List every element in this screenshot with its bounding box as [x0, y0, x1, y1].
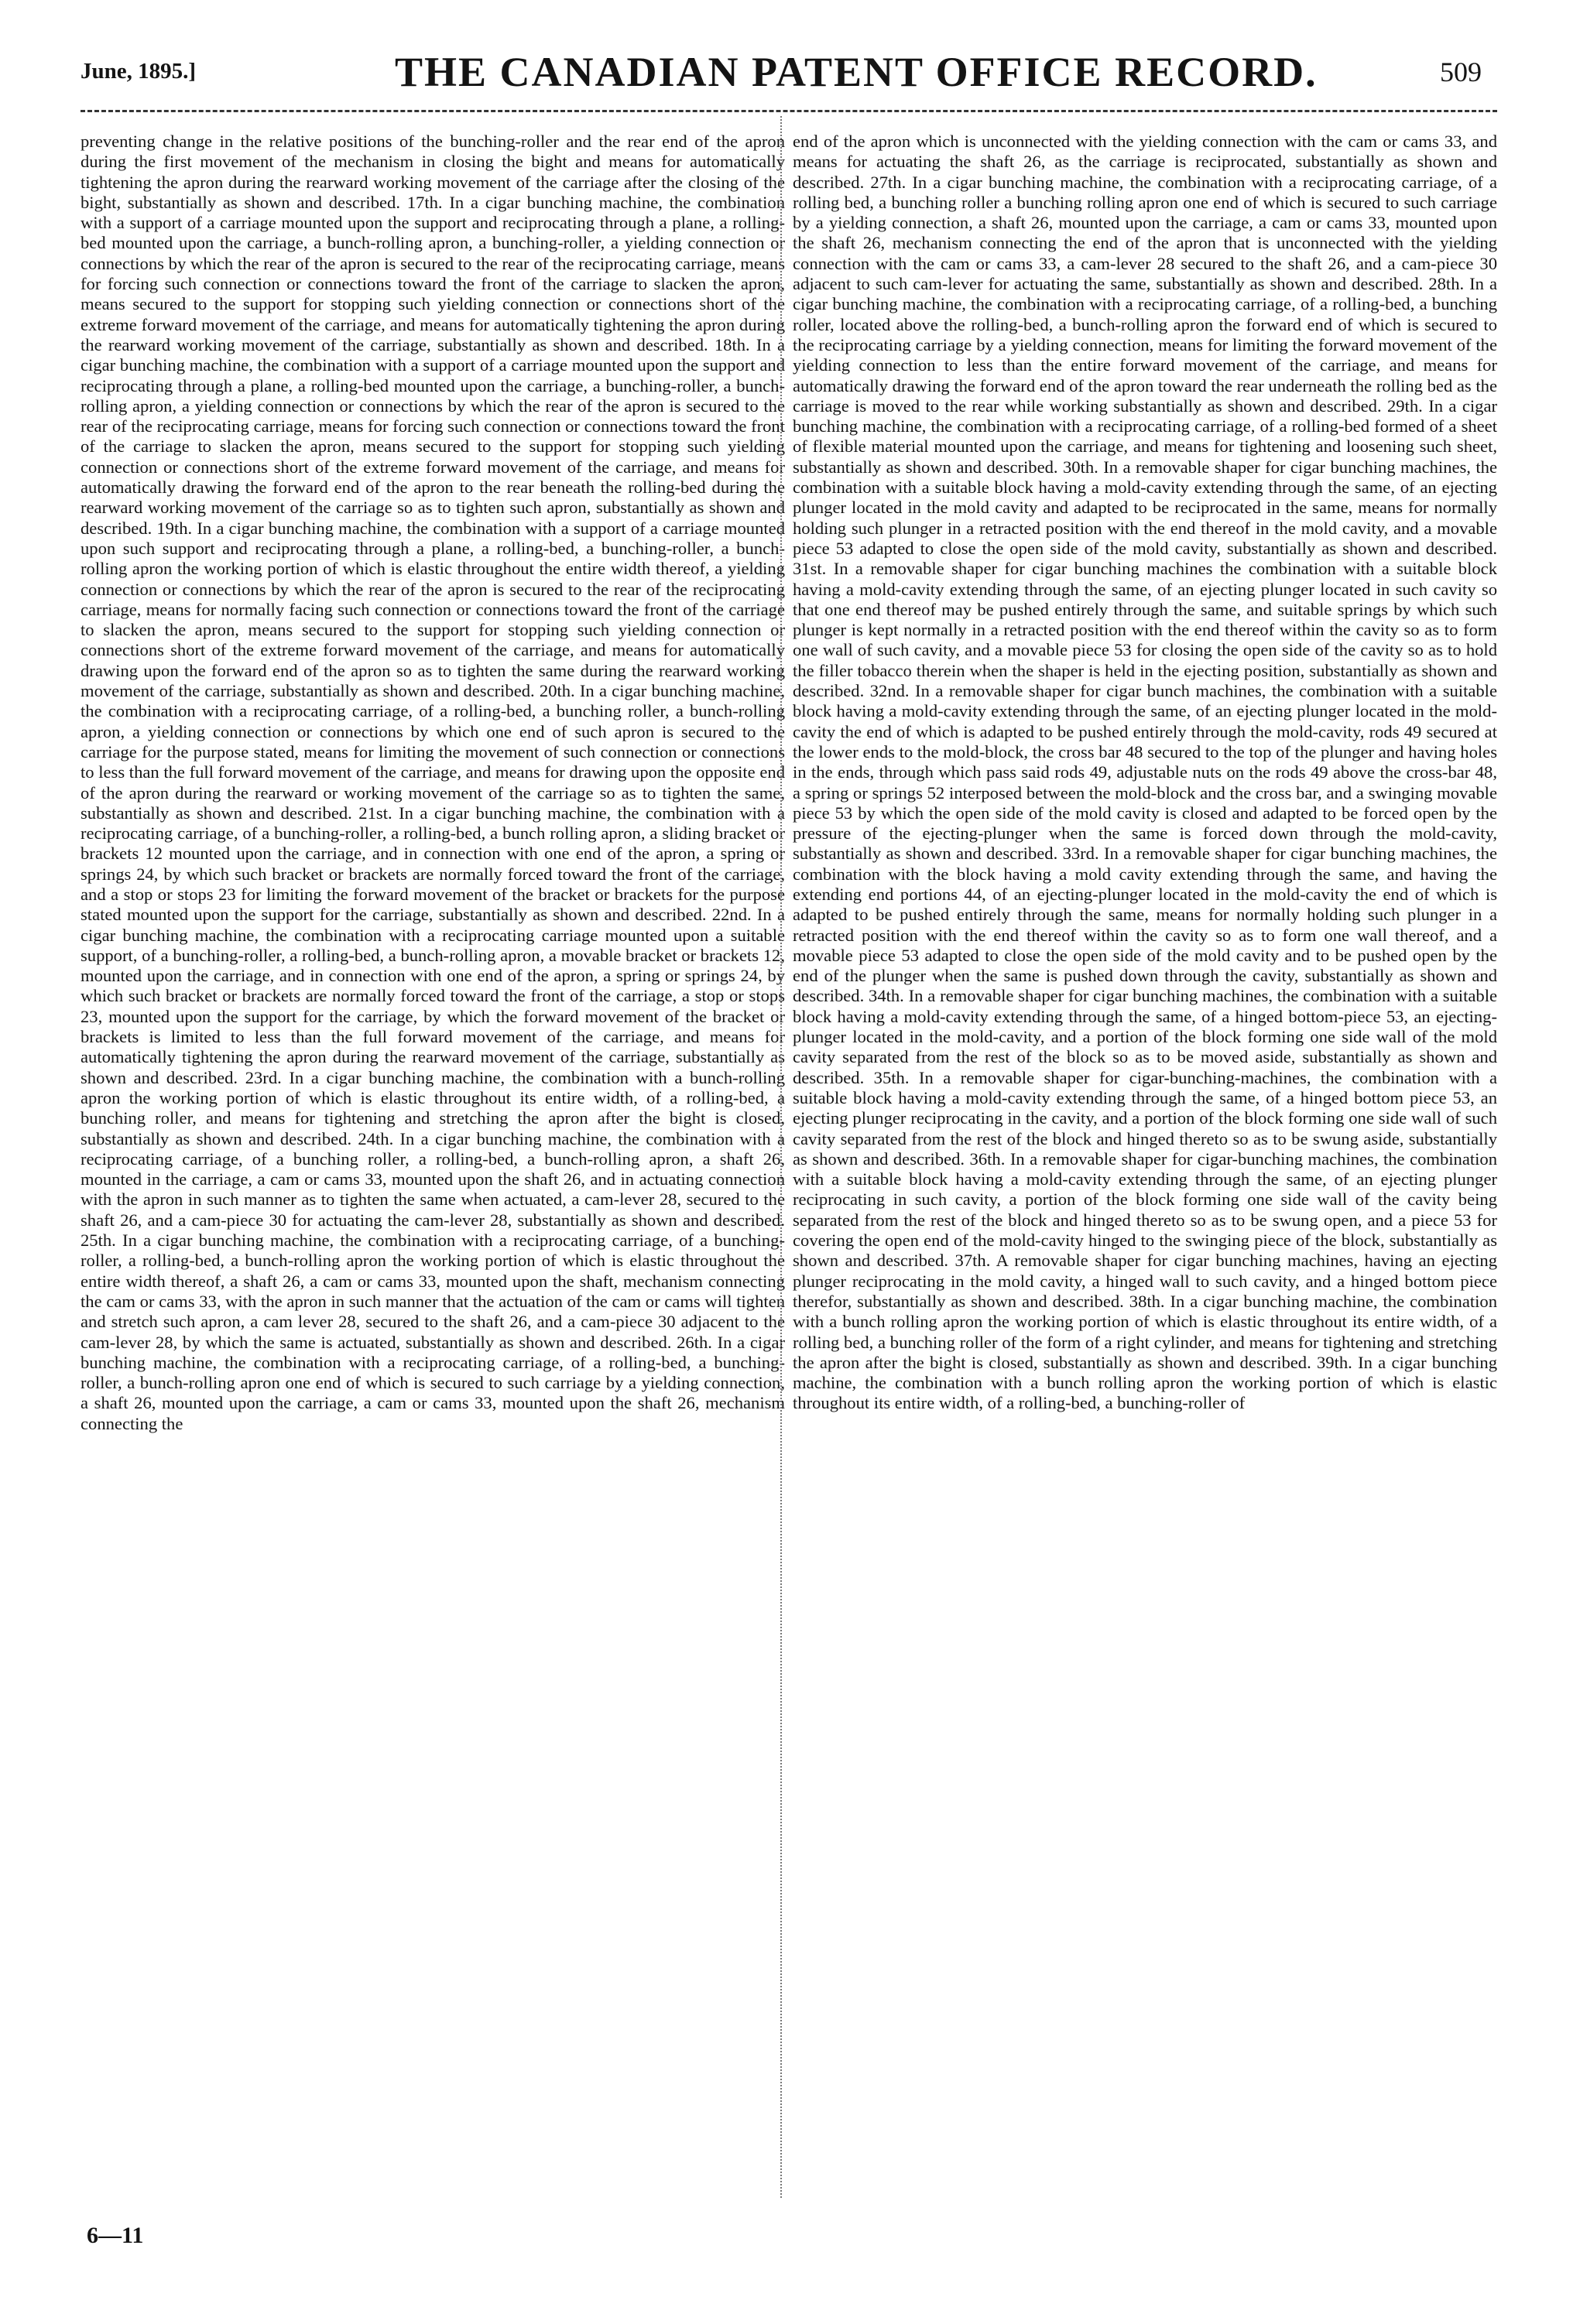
printer-signature-mark: 6—11 — [87, 2223, 144, 2248]
left-column-text: preventing change in the relative positions of the bunching-roller and the rear end of the apron during the first movement of the mechanism in closing the bight and means for automatically tightening the apron during the rearward working movement of the carriage after the closing of the bight, substantially as shown and described. 17th. In a cigar bunching machine, the combination with a support of a carriage mounted upon the support and reciprocating through a plane, a rolling-bed mounted upon the carriage, a bunch-rolling apron, a bunching-roller, a yielding connection or connections by which the rear of the apron is secured to the rear of the reciprocating carriage, means for forcing such connection or connections toward the front of the carriage to slacken the apron, means secured to the support for stopping such yielding connection or connections short of the extreme forward movement of the carriage, and means for automatically tightening the apron during the rearward working movement of the carriage, substantially as shown and described. 18th. In a cigar bunching machine, the combination with a support of a carriage mounted upon the support and reciprocating through a plane, a rolling-bed mounted upon the carriage, a bunching-roller, a bunch-rolling apron, a yielding connection or connections by which the rear of the apron is secured to the rear of the reciprocating carriage, means for forcing such connection or connections toward the front of the carriage to slacken the apron, means secured to the support for stopping such yielding connection or connections short of the extreme forward movement of the carriage, and means for automatically drawing the forward end of the apron to the rear beneath the rolling-bed during the rearward working movement of the carriage so as to tighten such apron, substantially as shown and described. 19th. In a cigar bunching machine, the combination with a support of a carriage mounted upon such support and reciprocating through a plane, a rolling-bed, a bunching-roller, a bunch-rolling apron the working portion of which is elastic throughout the entire width thereof, a yielding connection or connections by which the rear of the apron is secured to the rear of the reciprocating carriage, means for normally facing such connection or connections toward the front of the carriage to slacken the apron, means secured to the support for stopping such yielding connection or connections short of the extreme forward movement of the carriage, and means for automatically drawing upon the forward end of the apron so as to tighten the same during the rearward working movement of the carriage, substantially as shown and described. 20th. In a cigar bunching machine, the combination with a reciprocating carriage, of a rolling-bed, a bunching roller, a bunch-rolling apron, a yielding connection or connections by which one end of such apron is secured to the carriage for the purpose stated, means for limiting the movement of such connection or connections to less than the full forward movement of the carriage, and means for drawing upon the opposite end of the apron during the rearward or working movement of the carriage so as to tighten the same, substantially as shown and described. 21st. In a cigar bunching machine, the combination with a reciprocating carriage, of a bunching-roller, a rolling-bed, a bunch rolling apron, a sliding bracket or brackets 12 mounted upon the carriage, and in connection with one end of the apron, a spring or springs 24, by which such bracket or brackets are normally forced toward the front of the carriage, and a stop or stops 23 for limiting the forward movement of the bracket or brackets for the purpose stated mounted upon the support for the carriage, substantially as shown and described. 22nd. In a cigar bunching machine, the combination with a reciprocating carriage mounted upon a suitable support, of a bunching-roller, a rolling-bed, a bunch-rolling apron, a movable bracket or brackets 12, mounted upon the carriage, and in connection with one end of the apron, a spring or springs 24, by which such bracket or brackets are normally forced toward the front of the carriage, a stop or stops 23, mounted upon the support for the carriage, by which the forward movement of the bracket or brackets is limited to less than the full forward movement of the carriage, and means for automatically tightening the apron during the rearward movement of the carriage, substantially as shown and described. 23rd. In a cigar bunching machine, the combination with a bunch-rolling apron the working portion of which is elastic throughout its entire width, of a rolling-bed, a bunching roller, and means for tightening and stretching the apron after the bight is closed, substantially as shown and described. 24th. In a cigar bunching machine, the combination with a reciprocating carriage, of a bunching roller, a rolling-bed, a bunch-rolling apron, a shaft 26, mounted in the carriage, a cam or cams 33, mounted upon the shaft 26, and in actuating connection with the apron in such manner as to tighten the same when actuated, a cam-lever 28, secured to the shaft 26, and a cam-piece 30 for actuating the cam-lever 28, substantially as shown and described. 25th. In a cigar bunching machine, the combination with a reciprocating carriage, of a bunching-roller, a rolling-bed, a bunch-rolling apron the working portion of which is elastic throughout the entire width thereof, a shaft 26, a cam or cams 33, mounted upon the shaft, mechanism connecting the cam or cams 33, with the apron in such manner that the actuation of the cam or cams will tighten and stretch such apron, a cam lever 28, secured to the shaft 26, and a cam-piece 30 adjacent to the cam-lever 28, by which the same is actuated, substantially as shown and described. 26th. In a cigar bunching machine, the combination with a reciprocating carriage, of a rolling-bed, a bunching-roller, a bunch-rolling apron one end of which is secured to such carriage by a yielding connection, a shaft 26, mounted upon the carriage, a cam or cams 33, mounted upon the shaft 26, mechanism connecting the — [81, 132, 785, 1433]
publication-title: THE CANADIAN PATENT OFFICE RECORD. — [395, 49, 1318, 95]
column-divider — [780, 116, 782, 2198]
issue-date: June, 1895.] — [81, 59, 197, 84]
right-column-text: end of the apron which is unconnected with the yielding connection with the cam or cams 33, and means for actuating the shaft 26, as the carriage is reciprocated, substantially as shown and described. 27th. In a cigar bunching machine, the combination with a reciprocating carriage, of a rolling bed, a bunching roller a bunching rolling apron one end of which is secured to such carriage by a yielding connection, a shaft 26, mounted upon the carriage, a cam or cams 33, mounted upon the shaft 26, mechanism connecting the end of the apron that is unconnected with the yielding connection with the cam or cams 33, a cam-lever 28 secured to the shaft 26, and a cam-piece 30 adjacent to such cam-lever for actuating the same, substantially as shown and described. 28th. In a cigar bunching machine, the combination with a reciprocating carriage, of a rolling-bed, a bunching roller, located above the rolling-bed, a bunch-rolling apron the forward end of which is secured to the reciprocating carriage by a yielding connection, means for limiting the forward movement of the yielding connection to less than the entire forward movement of the carriage, and means for automatically drawing the forward end of the apron toward the rear underneath the rolling bed as the carriage is moved to the rear while working substantially as shown and described. 29th. In a cigar bunching machine, the combination with a reciprocating carriage, of a rolling-bed formed of a sheet of flexible material mounted upon the carriage, and means for tightening and loosening such sheet, substantially as shown and described. 30th. In a removable shaper for cigar bunching machines, the combination with a suitable block having a mold-cavity extending through the same, of an ejecting plunger located in the mold cavity and adapted to be reciprocated in the same, means for normally holding such plunger in a retracted position with the end thereof in the mold cavity, and a movable piece 53 adapted to close the open side of the mold cavity, substantially as shown and described. 31st. In a removable shaper for cigar bunching machines the combination with a suitable block having a mold-cavity extending through the same, of an ejecting plunger located in such cavity so that one end thereof may be pushed entirely through the same, and suitable springs by which such plunger is kept normally in a retracted position with the end thereof within the cavity so as to form one wall of such cavity, and a movable piece 53 for closing the open side of the cavity so as to hold the filler tobacco therein when the shaper is held in the ejecting position, substantially as shown and described. 32nd. In a removable shaper for cigar bunch machines, the combination with a suitable block having a mold-cavity extending through the same, of an ejecting plunger located in the mold-cavity the end of which is adapted to be pushed entirely through the mold-cavity, rods 49 secured at the lower ends to the mold-block, the cross bar 48 secured to the top of the plunger and having holes in the ends, through which pass said rods 49, adjustable nuts on the rods 49 above the cross-bar 48, a spring or springs 52 interposed between the mold-block and the cross bar, and a swinging movable piece 53 by which the open side of the mold cavity is closed and adapted to be forced open by the pressure of the ejecting-plunger when the same is forced down through the mold-cavity, substantially as shown and described. 33rd. In a removable shaper for cigar bunching machines, the combination with the block having a mold cavity extending through the same, and having the extending end portions 44, of an ejecting-plunger located in the mold-cavity the end of which is adapted to be pushed entirely through the same, means for normally holding such plunger in a retracted position with the end thereof within the cavity so as to form one wall thereof, and a movable piece 53 adapted to close the open side of the mold cavity and to be pushed open by the end of the plunger when the same is pushed down through the cavity, substantially as shown and described. 34th. In a removable shaper for cigar bunching machines, the combination with a suitable block having a mold-cavity extending through the same, of a hinged bottom-piece 53, an ejecting-plunger located in the mold-cavity, and a portion of the block forming one side wall of the mold cavity separated from the rest of the block so as to be moved aside, substantially as shown and described. 35th. In a removable shaper for cigar-bunching-machines, the combination with a suitable block having a mold-cavity extending through the same, of a hinged bottom piece 53, an ejecting plunger reciprocating in the cavity, and a portion of the block forming one side wall of such cavity separated from the rest of the block and hinged thereto so as to be swung aside, substantially as shown and described. 36th. In a removable shaper for cigar-bunching machines, the combination with a suitable block having a mold-cavity extending through the same, of an ejecting plunger reciprocating in such cavity, a portion of the block forming one side wall of the cavity being separated from the rest of the block and hinged thereto so as to be swung open, and a piece 53 for covering the open end of the mold-cavity hinged to the swinging piece of the block, substantially as shown and described. 37th. A removable shaper for cigar bunching machines, having an ejecting plunger reciprocating in the mold cavity, a hinged wall to such cavity, and a hinged bottom piece therefor, substantially as shown and described. 38th. In a cigar bunching machine, the combination with a bunch rolling apron the working portion of which is elastic throughout its entire width, of a rolling bed, a bunching roller of the form of a right cylinder, and means for tightening and stretching the apron after the bight is closed, substantially as shown and described. 39th. In a cigar bunching machine, the combination with a bunch rolling apron the working portion of which is elastic throughout its entire width, of a rolling-bed, a bunching-roller of — [793, 132, 1497, 1413]
header-rule — [81, 110, 1497, 112]
page-number: 509 — [1440, 56, 1482, 87]
